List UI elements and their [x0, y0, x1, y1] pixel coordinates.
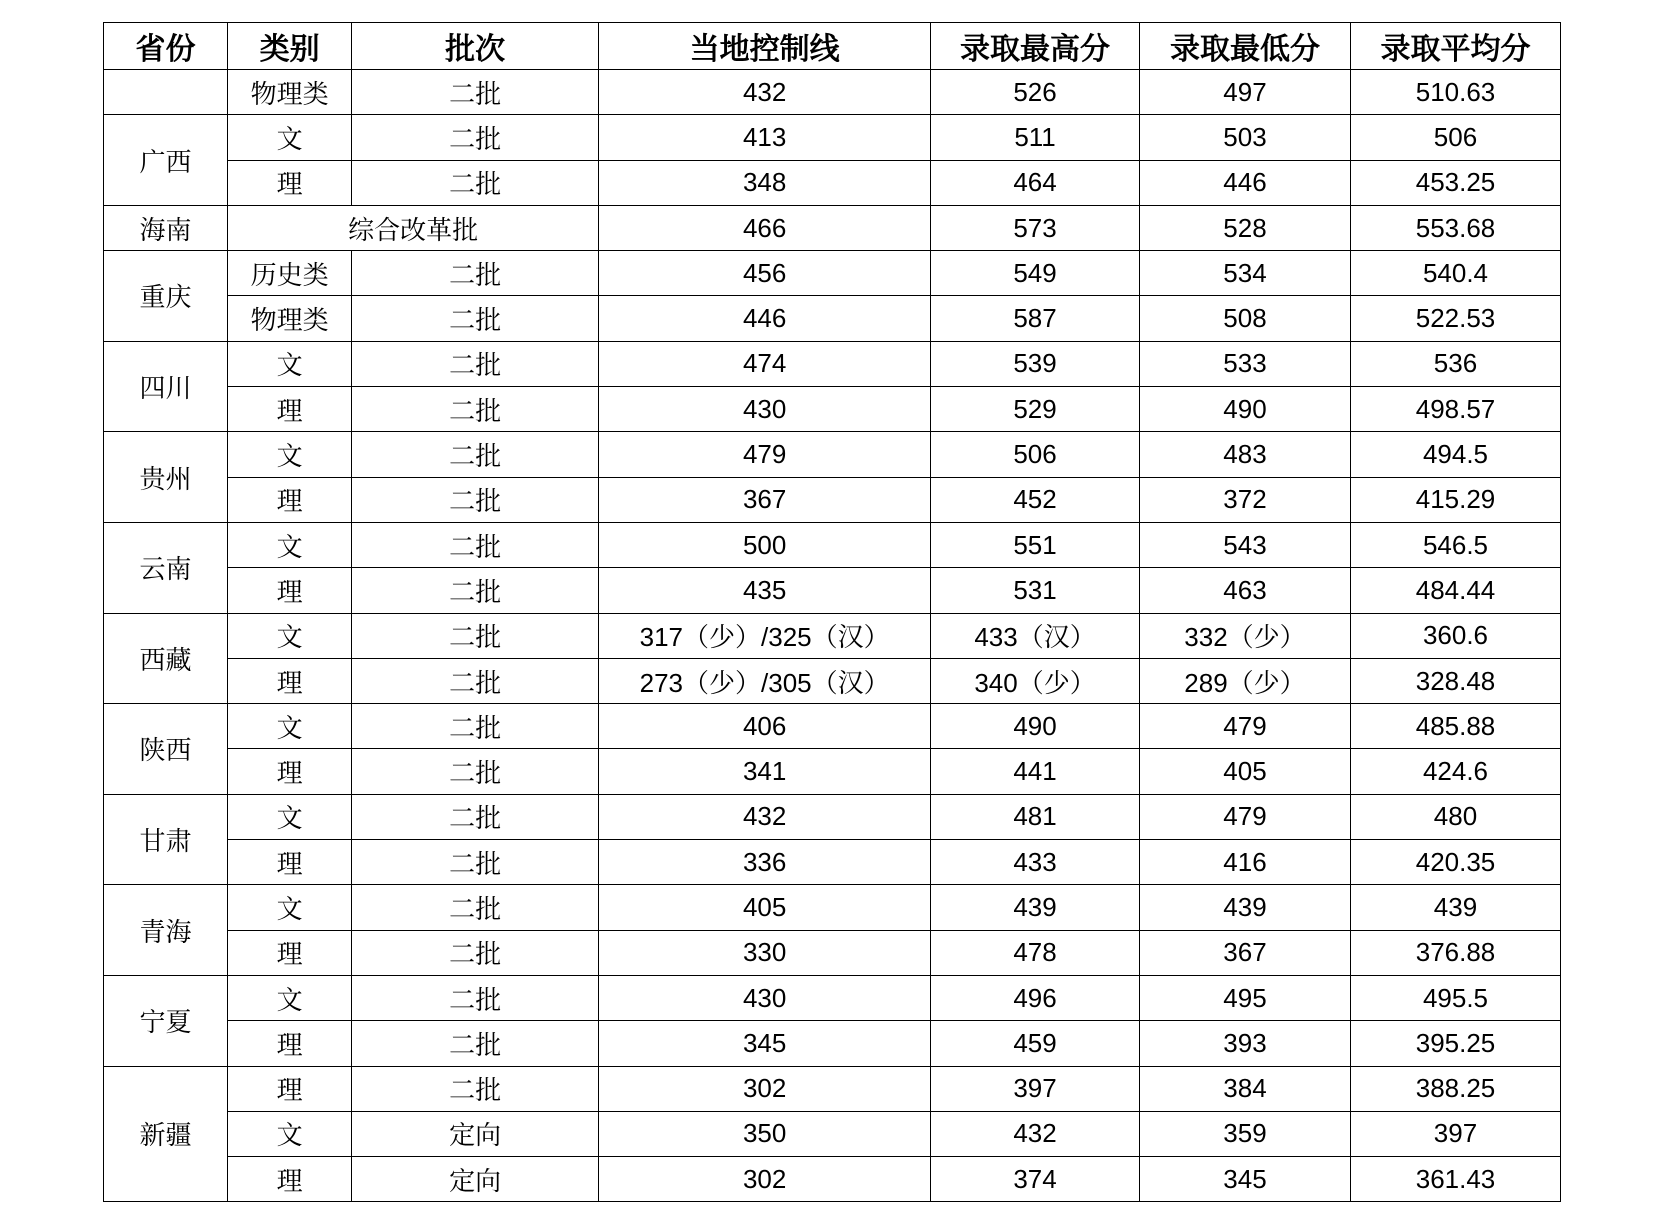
avg-score-cell: 484.44 [1351, 568, 1561, 613]
max-score-cell: 511 [931, 115, 1140, 160]
max-score-cell: 464 [931, 160, 1140, 205]
category-cell: 理 [228, 840, 352, 885]
control-line-cell: 466 [599, 205, 931, 250]
province-cell: 四川 [104, 341, 228, 432]
table-row [104, 160, 1561, 205]
control-line-cell: 456 [599, 251, 931, 296]
control-line-cell: 500 [599, 522, 931, 567]
province-cell: 新疆 [104, 1066, 228, 1202]
max-score-cell: 506 [931, 432, 1140, 477]
avg-score-cell: 506 [1351, 115, 1561, 160]
avg-score-cell: 546.5 [1351, 522, 1561, 567]
table-row [104, 296, 1561, 341]
table-row [104, 205, 1561, 250]
control-line-cell: 302 [599, 1066, 931, 1111]
max-score-cell: 549 [931, 251, 1140, 296]
category-cell: 物理类 [228, 296, 352, 341]
province-cell: 甘肃 [104, 794, 228, 885]
category-cell: 文 [228, 975, 352, 1020]
max-score-cell: 539 [931, 341, 1140, 386]
min-score-cell: 534 [1139, 251, 1350, 296]
max-score-cell: 441 [931, 749, 1140, 794]
batch-cell: 二批 [352, 749, 599, 794]
avg-score-cell: 388.25 [1351, 1066, 1561, 1111]
category-cell: 物理类 [228, 70, 352, 115]
category-cell: 文 [228, 341, 352, 386]
table-row [104, 1066, 1561, 1111]
min-score-cell: 543 [1139, 522, 1350, 567]
avg-score-cell: 536 [1351, 341, 1561, 386]
max-score-cell: 531 [931, 568, 1140, 613]
category-cell: 理 [228, 160, 352, 205]
admission-score-table [103, 22, 1561, 1202]
table-row [104, 749, 1561, 794]
province-cell: 广西 [104, 115, 228, 206]
batch-cell: 二批 [352, 296, 599, 341]
table-header-row [104, 23, 1561, 70]
table-row [104, 704, 1561, 749]
control-line-cell: 330 [599, 930, 931, 975]
batch-cell: 二批 [352, 613, 599, 658]
control-line-cell: 430 [599, 387, 931, 432]
category-cell: 理 [228, 1021, 352, 1066]
category-cell: 理 [228, 477, 352, 522]
control-line-cell: 405 [599, 885, 931, 930]
max-score-cell: 340（少） [931, 658, 1140, 703]
max-score-cell: 490 [931, 704, 1140, 749]
avg-score-cell: 485.88 [1351, 704, 1561, 749]
category-cell: 文 [228, 794, 352, 839]
min-score-cell: 367 [1139, 930, 1350, 975]
category-cell: 历史类 [228, 251, 352, 296]
max-score-cell: 551 [931, 522, 1140, 567]
header-avg-score: 录取平均分 [1351, 23, 1561, 70]
min-score-cell: 289（少） [1139, 658, 1350, 703]
control-line-cell: 479 [599, 432, 931, 477]
avg-score-cell: 553.68 [1351, 205, 1561, 250]
control-line-cell: 302 [599, 1157, 931, 1202]
category-cell: 理 [228, 1157, 352, 1202]
table-row [104, 975, 1561, 1020]
table-row [104, 70, 1561, 115]
control-line-cell: 432 [599, 794, 931, 839]
max-score-cell: 496 [931, 975, 1140, 1020]
min-score-cell: 528 [1139, 205, 1350, 250]
control-line-cell: 273（少）/305（汉） [599, 658, 931, 703]
header-province: 省份 [104, 23, 228, 70]
min-score-cell: 393 [1139, 1021, 1350, 1066]
province-cell: 云南 [104, 522, 228, 613]
avg-score-cell: 420.35 [1351, 840, 1561, 885]
category-cell: 理 [228, 387, 352, 432]
max-score-cell: 587 [931, 296, 1140, 341]
province-cell: 西藏 [104, 613, 228, 704]
province-cell [104, 70, 228, 115]
avg-score-cell: 360.6 [1351, 613, 1561, 658]
province-cell: 青海 [104, 885, 228, 976]
avg-score-cell: 498.57 [1351, 387, 1561, 432]
min-score-cell: 508 [1139, 296, 1350, 341]
min-score-cell: 416 [1139, 840, 1350, 885]
batch-cell: 二批 [352, 1066, 599, 1111]
control-line-cell: 341 [599, 749, 931, 794]
category-cell: 理 [228, 568, 352, 613]
category-cell: 综合改革批 [228, 205, 599, 250]
max-score-cell: 433 [931, 840, 1140, 885]
province-cell: 海南 [104, 205, 228, 250]
avg-score-cell: 376.88 [1351, 930, 1561, 975]
batch-cell: 二批 [352, 930, 599, 975]
batch-cell: 定向 [352, 1157, 599, 1202]
avg-score-cell: 540.4 [1351, 251, 1561, 296]
category-cell: 理 [228, 930, 352, 975]
max-score-cell: 433（汉） [931, 613, 1140, 658]
max-score-cell: 459 [931, 1021, 1140, 1066]
batch-cell: 二批 [352, 840, 599, 885]
control-line-cell: 336 [599, 840, 931, 885]
avg-score-cell: 415.29 [1351, 477, 1561, 522]
max-score-cell: 439 [931, 885, 1140, 930]
batch-cell: 二批 [352, 568, 599, 613]
table-row [104, 1111, 1561, 1156]
table-row [104, 387, 1561, 432]
table-body [104, 70, 1561, 1202]
province-cell: 重庆 [104, 251, 228, 342]
category-cell: 文 [228, 115, 352, 160]
max-score-cell: 573 [931, 205, 1140, 250]
max-score-cell: 397 [931, 1066, 1140, 1111]
min-score-cell: 332（少） [1139, 613, 1350, 658]
category-cell: 文 [228, 885, 352, 930]
control-line-cell: 317（少）/325（汉） [599, 613, 931, 658]
category-cell: 文 [228, 432, 352, 477]
min-score-cell: 372 [1139, 477, 1350, 522]
avg-score-cell: 397 [1351, 1111, 1561, 1156]
avg-score-cell: 328.48 [1351, 658, 1561, 703]
min-score-cell: 479 [1139, 704, 1350, 749]
avg-score-cell: 495.5 [1351, 975, 1561, 1020]
min-score-cell: 479 [1139, 794, 1350, 839]
avg-score-cell: 453.25 [1351, 160, 1561, 205]
max-score-cell: 529 [931, 387, 1140, 432]
category-cell: 理 [228, 658, 352, 703]
control-line-cell: 345 [599, 1021, 931, 1066]
control-line-cell: 430 [599, 975, 931, 1020]
control-line-cell: 367 [599, 477, 931, 522]
min-score-cell: 384 [1139, 1066, 1350, 1111]
batch-cell: 二批 [352, 115, 599, 160]
max-score-cell: 452 [931, 477, 1140, 522]
batch-cell: 二批 [352, 432, 599, 477]
min-score-cell: 503 [1139, 115, 1350, 160]
control-line-cell: 348 [599, 160, 931, 205]
header-control-line: 当地控制线 [599, 23, 931, 70]
max-score-cell: 478 [931, 930, 1140, 975]
table-row [104, 522, 1561, 567]
table-row [104, 840, 1561, 885]
batch-cell: 二批 [352, 658, 599, 703]
min-score-cell: 497 [1139, 70, 1350, 115]
max-score-cell: 481 [931, 794, 1140, 839]
control-line-cell: 446 [599, 296, 931, 341]
control-line-cell: 474 [599, 341, 931, 386]
header-category: 类别 [228, 23, 352, 70]
min-score-cell: 446 [1139, 160, 1350, 205]
batch-cell: 二批 [352, 704, 599, 749]
table-row [104, 477, 1561, 522]
table-row [104, 930, 1561, 975]
province-cell: 宁夏 [104, 975, 228, 1066]
category-cell: 文 [228, 613, 352, 658]
table-row [104, 613, 1561, 658]
control-line-cell: 350 [599, 1111, 931, 1156]
category-cell: 理 [228, 749, 352, 794]
min-score-cell: 490 [1139, 387, 1350, 432]
category-cell: 文 [228, 1111, 352, 1156]
avg-score-cell: 361.43 [1351, 1157, 1561, 1202]
province-cell: 陕西 [104, 704, 228, 795]
avg-score-cell: 510.63 [1351, 70, 1561, 115]
min-score-cell: 533 [1139, 341, 1350, 386]
control-line-cell: 406 [599, 704, 931, 749]
batch-cell: 定向 [352, 1111, 599, 1156]
batch-cell: 二批 [352, 885, 599, 930]
min-score-cell: 495 [1139, 975, 1350, 1020]
header-min-score: 录取最低分 [1139, 23, 1350, 70]
province-cell: 贵州 [104, 432, 228, 523]
table-row [104, 794, 1561, 839]
control-line-cell: 432 [599, 70, 931, 115]
min-score-cell: 359 [1139, 1111, 1350, 1156]
min-score-cell: 405 [1139, 749, 1350, 794]
min-score-cell: 483 [1139, 432, 1350, 477]
batch-cell: 二批 [352, 522, 599, 567]
control-line-cell: 435 [599, 568, 931, 613]
category-cell: 理 [228, 1066, 352, 1111]
table-row [104, 885, 1561, 930]
batch-cell: 二批 [352, 251, 599, 296]
table-row [104, 658, 1561, 703]
table-row [104, 432, 1561, 477]
table-row [104, 1157, 1561, 1202]
max-score-cell: 432 [931, 1111, 1140, 1156]
table-row [104, 568, 1561, 613]
control-line-cell: 413 [599, 115, 931, 160]
table-row [104, 115, 1561, 160]
batch-cell: 二批 [352, 975, 599, 1020]
batch-cell: 二批 [352, 70, 599, 115]
header-max-score: 录取最高分 [931, 23, 1140, 70]
max-score-cell: 526 [931, 70, 1140, 115]
table-row [104, 251, 1561, 296]
min-score-cell: 439 [1139, 885, 1350, 930]
avg-score-cell: 395.25 [1351, 1021, 1561, 1066]
avg-score-cell: 480 [1351, 794, 1561, 839]
batch-cell: 二批 [352, 160, 599, 205]
batch-cell: 二批 [352, 1021, 599, 1066]
min-score-cell: 463 [1139, 568, 1350, 613]
avg-score-cell: 522.53 [1351, 296, 1561, 341]
table-row [104, 341, 1561, 386]
avg-score-cell: 439 [1351, 885, 1561, 930]
min-score-cell: 345 [1139, 1157, 1350, 1202]
batch-cell: 二批 [352, 341, 599, 386]
batch-cell: 二批 [352, 387, 599, 432]
avg-score-cell: 494.5 [1351, 432, 1561, 477]
header-batch: 批次 [352, 23, 599, 70]
category-cell: 文 [228, 704, 352, 749]
avg-score-cell: 424.6 [1351, 749, 1561, 794]
table-row [104, 1021, 1561, 1066]
category-cell: 文 [228, 522, 352, 567]
max-score-cell: 374 [931, 1157, 1140, 1202]
batch-cell: 二批 [352, 794, 599, 839]
batch-cell: 二批 [352, 477, 599, 522]
